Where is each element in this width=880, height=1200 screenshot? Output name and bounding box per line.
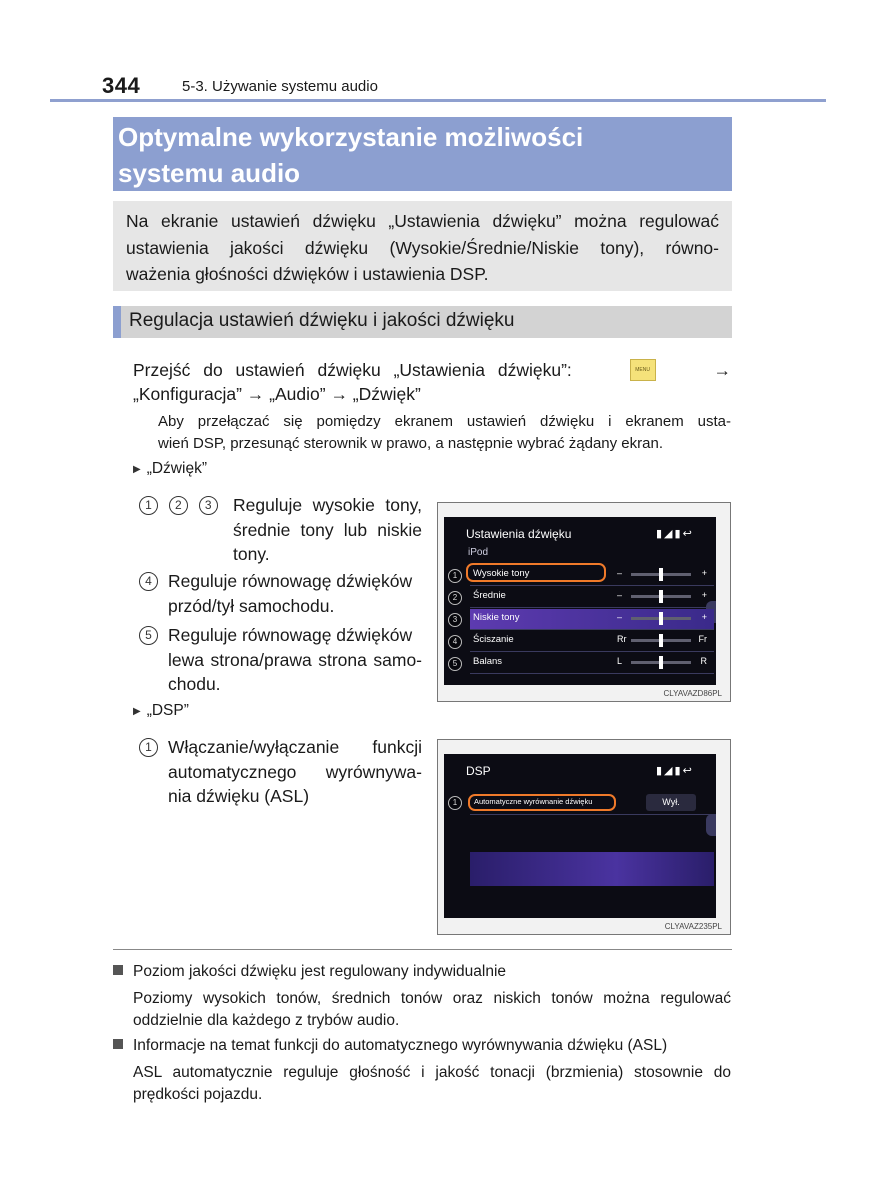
row-label: Balans: [473, 656, 503, 667]
note-1-body: [133, 988, 731, 1032]
slider-max-label: +: [701, 568, 707, 578]
slider-min-label: –: [617, 612, 623, 622]
row-label: Średnie: [473, 590, 506, 601]
mid-slider[interactable]: [617, 590, 707, 603]
asl-toggle-button[interactable]: Wył.: [646, 794, 696, 811]
item-text-line: tony.: [233, 544, 270, 564]
item-text-line: lewa strona/prawa strona samo-: [168, 649, 422, 670]
image-code: CLYAVAZ235PL: [664, 922, 722, 931]
instruction-line-1: Przejść do ustawień dźwięku „Ustawienia dźwięku”:: [133, 360, 572, 380]
slider-min-label: L: [617, 656, 623, 666]
row-label: Niskie tony: [473, 612, 520, 623]
arrow-icon: →: [713, 360, 731, 380]
slider-knob[interactable]: [659, 656, 663, 669]
dsp-screenshot: [437, 739, 731, 935]
screen-callout-5: 5: [448, 657, 462, 671]
item-text-line: Włączanie/wyłączanie funkcji: [168, 737, 422, 757]
slider-min-label: Rr: [617, 634, 627, 644]
section-heading-accent: [113, 306, 121, 338]
note-line: oddzielnie dla każdego z trybów audio.: [133, 1012, 400, 1029]
screen-callout-1: 1: [448, 796, 462, 810]
slider-knob[interactable]: [659, 634, 663, 647]
page-number: 344: [102, 73, 141, 98]
callout-number: 3: [199, 496, 218, 515]
treble-slider[interactable]: [617, 568, 707, 581]
item-text-line: Reguluje równowagę dźwięków: [168, 571, 413, 591]
chapter-title: 5-3. Używanie systemu audio: [182, 78, 378, 95]
slider-knob[interactable]: [659, 568, 663, 581]
setting-row-bass[interactable]: [470, 609, 714, 630]
square-bullet-icon: [113, 1039, 123, 1049]
dsp-bullet-label: „DSP”: [146, 702, 189, 719]
setting-row-fader[interactable]: [470, 631, 714, 652]
sound-settings-screenshot: [437, 502, 731, 702]
screen-callout-3: 3: [448, 613, 462, 627]
screen-source: iPod: [468, 547, 489, 558]
instruction-note-line-2: wień DSP, przesunąć sterownik w prawo, a następnie wybrać żądany ekran.: [158, 435, 663, 452]
note-2-heading-text: Informacje na temat funkcji do automatycznego wyrównywania dźwięku (ASL): [133, 1037, 668, 1054]
page-title-line-1: Optymalne wykorzystanie możliwości: [118, 122, 584, 152]
slider-knob[interactable]: [659, 612, 663, 625]
slider-knob[interactable]: [659, 590, 663, 603]
sound-settings-screen: [444, 517, 716, 685]
triangle-bullet-icon: ▶: [133, 706, 141, 717]
status-icons: ▮◢▮↩: [656, 765, 694, 777]
intro-line-1: Na ekranie ustawień dźwięku „Ustawienia dźwięku” można regulować: [126, 211, 719, 231]
callout-number: 4: [139, 572, 158, 591]
item-text-line: automatycznego wyrównywa-: [168, 761, 422, 782]
triangle-bullet-icon: ▶: [133, 464, 141, 475]
menu-button-icon: MENU: [630, 359, 656, 381]
row-label: Ściszanie: [473, 634, 514, 645]
item-1-2-3-numbers: [139, 493, 218, 518]
item-text-line: przód/tył samochodu.: [168, 595, 335, 616]
slider-max-label: +: [701, 612, 707, 622]
slider-max-label: Fr: [698, 634, 707, 644]
setting-row-mid[interactable]: [470, 587, 714, 608]
row-label: Wysokie tony: [473, 568, 530, 579]
slider-min-label: –: [617, 568, 623, 578]
instruction-note: [158, 411, 731, 455]
focus-highlight: [466, 563, 606, 582]
callout-number: 5: [139, 626, 158, 645]
item-text-line: Reguluje równowagę dźwięków: [168, 625, 413, 645]
notes-divider: [113, 949, 732, 950]
screen-callout-2: 2: [448, 591, 462, 605]
scroll-tab-icon[interactable]: [706, 814, 716, 836]
callout-number: 1: [139, 738, 158, 757]
asl-label: Automatyczne wyrównanie dźwięku: [474, 797, 593, 806]
note-2-body: [133, 1062, 731, 1106]
screen-callout-1: 1: [448, 569, 462, 583]
page-title: [113, 117, 732, 191]
intro-line-2: ustawienia jakości dźwięku (Wysokie/Średnie/Niskie tony), równo-: [126, 237, 719, 258]
bass-slider[interactable]: [617, 612, 707, 625]
instruction-line-2: „Konfiguracja” → „Audio” → „Dźwięk”: [133, 384, 421, 404]
item-text-line: nia dźwięku (ASL): [168, 786, 310, 806]
intro-box: [113, 201, 732, 291]
note-1-heading-text: Poziom jakości dźwięku jest regulowany indywidualnie: [133, 963, 507, 980]
dsp-item-1-number: [139, 735, 158, 760]
dsp-screen: [444, 754, 716, 918]
status-icons: ▮◢▮↩: [656, 528, 694, 540]
section-heading: [113, 306, 732, 338]
screen-title: DSP: [466, 764, 491, 778]
page-title-line-2: systemu audio: [118, 158, 301, 188]
screen-callout-4: 4: [448, 635, 462, 649]
item-5-number: [139, 623, 158, 648]
callout-number: 1: [139, 496, 158, 515]
asl-row[interactable]: [470, 792, 714, 815]
instruction-note-line-1: Aby przełączać się pomiędzy ekranem ustawień dźwięku i ekranem usta-: [158, 413, 731, 430]
item-1-2-3-text: [233, 493, 422, 567]
item-4-text: [168, 569, 422, 618]
dsp-bullet: [133, 702, 189, 720]
note-line: Poziomy wysokich tonów, średnich tonów oraz niskich tonów można regulować: [133, 990, 731, 1007]
note-1-heading: [113, 963, 506, 981]
item-text-line: chodu.: [168, 674, 221, 694]
item-text-line: Reguluje wysokie tony,: [233, 495, 422, 515]
sound-bullet-label: „Dźwięk”: [146, 460, 207, 477]
note-line: prędkości pojazdu.: [133, 1086, 263, 1103]
dsp-item-1-text: [168, 735, 422, 809]
screen-title: Ustawienia dźwięku: [466, 527, 572, 541]
item-4-number: [139, 569, 158, 594]
section-heading-text: Regulacja ustawień dźwięku i jakości dźwięku: [129, 310, 515, 331]
intro-line-3: ważenia głośności dźwięków i ustawienia DSP.: [126, 264, 489, 284]
item-text-line: średnie tony lub niskie: [233, 519, 422, 540]
slider-max-label: R: [700, 656, 707, 666]
square-bullet-icon: [113, 965, 123, 975]
selection-band: [470, 852, 714, 886]
instruction-paragraph: [133, 358, 731, 406]
fader-slider[interactable]: [617, 634, 707, 647]
note-2-heading: [113, 1037, 667, 1055]
callout-number: 2: [169, 496, 188, 515]
note-line: ASL automatycznie reguluje głośność i jakość tonacji (brzmienia) stosownie do: [133, 1064, 731, 1081]
slider-max-label: +: [701, 590, 707, 600]
item-5-text: [168, 623, 422, 697]
image-code: CLYAVAZD86PL: [663, 689, 722, 698]
setting-row-balance[interactable]: [470, 653, 714, 674]
sound-bullet: [133, 460, 207, 478]
slider-min-label: –: [617, 590, 623, 600]
header-divider: [50, 99, 826, 102]
balance-slider[interactable]: [617, 656, 707, 669]
